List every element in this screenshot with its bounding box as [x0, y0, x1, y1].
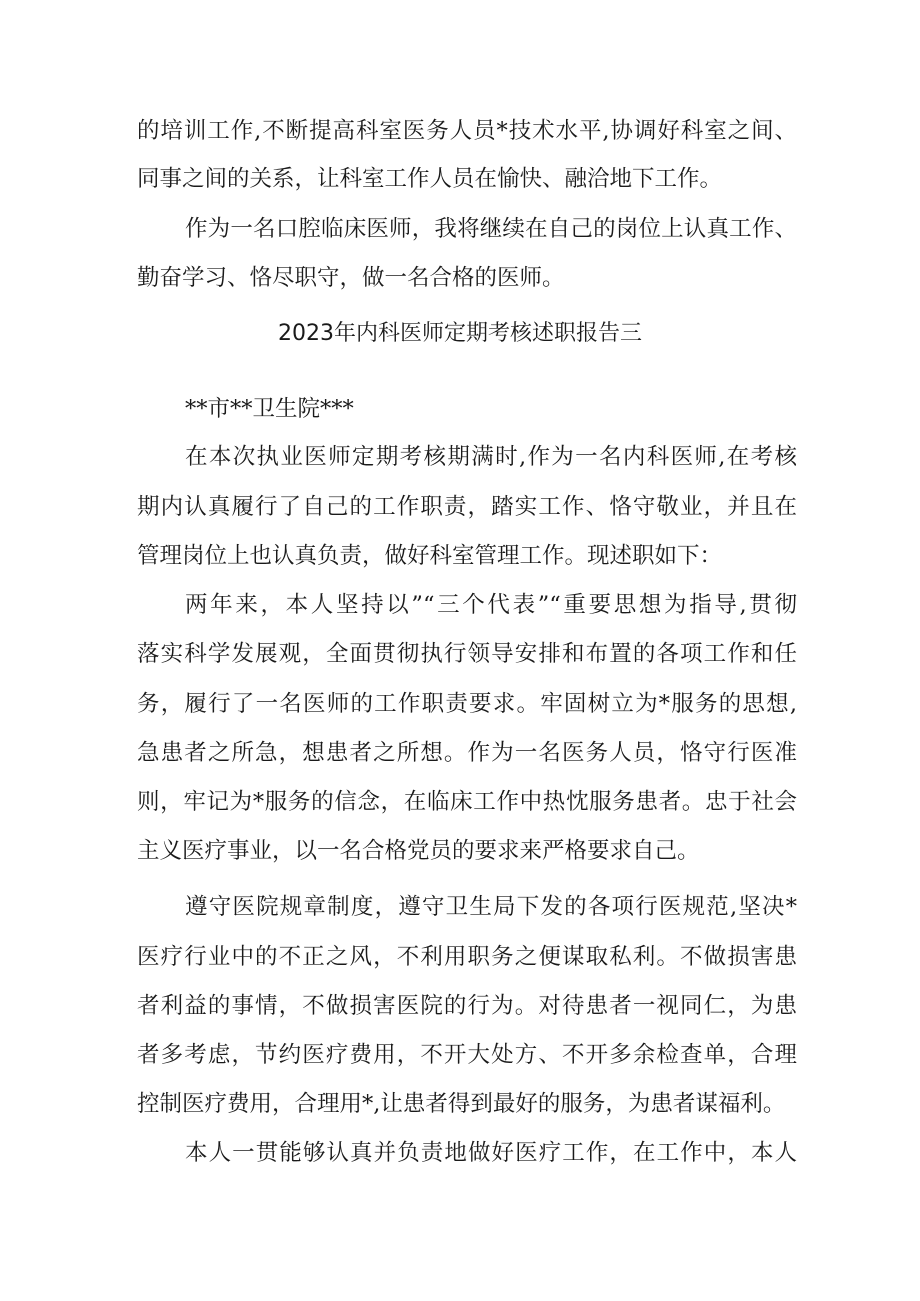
text-line: 主义医疗事业，以一名合格党员的要求来严格要求自己。	[137, 838, 700, 864]
text-line: 同事之间的关系，让科室工作人员在愉快、融洽地下工作。	[137, 166, 723, 192]
text-line: 则，牢记为*服务的信念，在临床工作中热忱服务患者。忠于社会	[137, 789, 797, 815]
text-line: 两年来，本人坚持以”“三个代表”“重要思想为指导,贯彻	[185, 592, 797, 618]
text-line: 落实科学发展观，全面贯彻执行领导安排和布置的各项工作和任	[137, 641, 797, 667]
text-line: 医疗行业中的不正之风，不利用职务之便谋取私利。不做损害患	[137, 944, 797, 970]
text-line: 在本次执业医师定期考核期满时,作为一名内科医师,在考核	[185, 444, 797, 470]
text-line: 的培训工作,不断提高科室医务人员*技术水平,协调好科室之间、	[137, 118, 797, 144]
text-line: 作为一名口腔临床医师，我将继续在自己的岗位上认真工作、	[185, 216, 797, 242]
text-line: 本人一贯能够认真并负责地做好医疗工作，在工作中，本人	[185, 1140, 797, 1166]
text-line: 务，履行了一名医师的工作职责要求。牢固树立为*服务的思想,	[137, 691, 797, 717]
text-line: 者利益的事情，不做损害医院的行为。对待患者一视同仁，为患	[137, 993, 797, 1019]
text-line: 控制医疗费用，合理用*,让患者得到最好的服务，为患者谋福利。	[137, 1091, 786, 1117]
text-line: 勤奋学习、恪尽职守，做一名合格的医师。	[137, 265, 565, 291]
text-line: 期内认真履行了自己的工作职责，踏实工作、恪守敬业，并且在	[137, 494, 797, 520]
author-line: **市**卫生院***	[185, 396, 354, 422]
text-line: 管理岗位上也认真负责，做好科室管理工作。现述职如下：	[137, 543, 723, 569]
section-title: 2023年内科医师定期考核述职报告三	[278, 321, 642, 346]
text-line: 遵守医院规章制度，遵守卫生局下发的各项行医规范,坚决*	[185, 894, 797, 920]
text-line: 者多考虑，节约医疗费用，不开大处方、不开多余检查单，合理	[137, 1042, 797, 1068]
text-line: 急患者之所急，想患者之所想。作为一名医务人员，恪守行医准	[137, 740, 797, 766]
